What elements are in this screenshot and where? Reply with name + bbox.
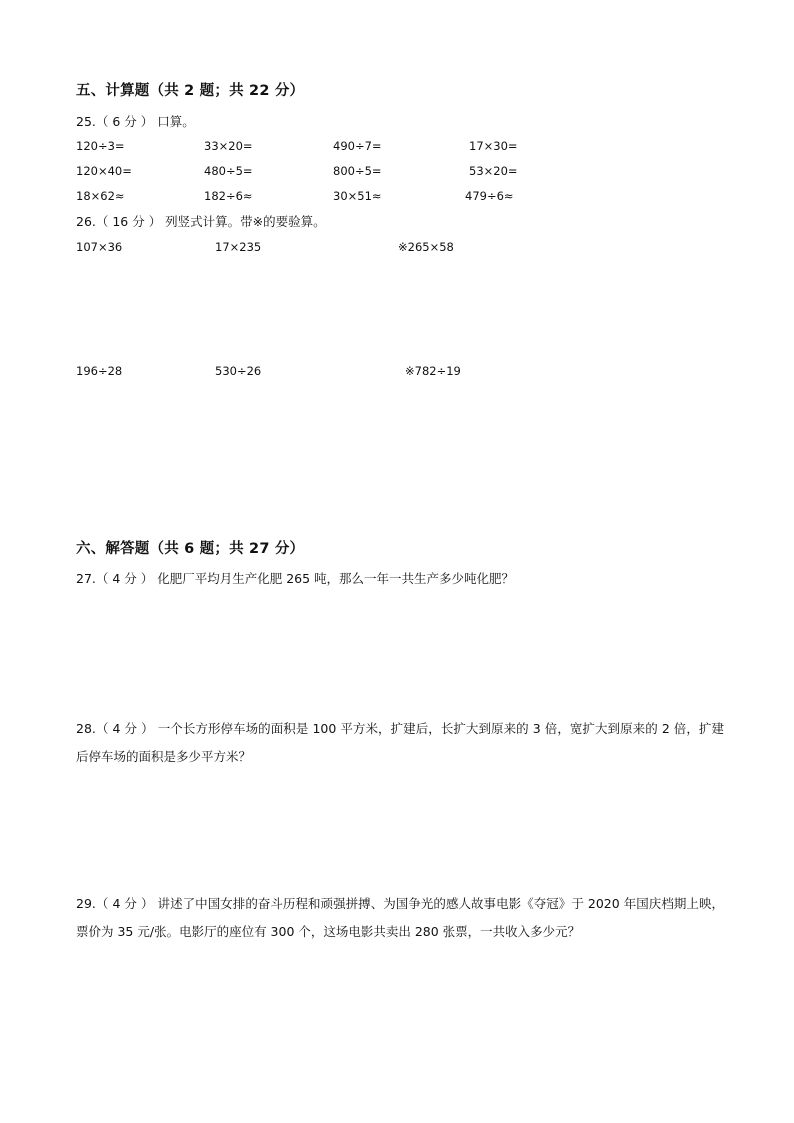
calc-item: 490÷7= — [333, 139, 382, 153]
vertical-calc-item: ※782÷19 — [405, 364, 461, 378]
calc-item: 30×51≈ — [333, 189, 382, 203]
vertical-calc-item: 17×235 — [215, 240, 262, 254]
vertical-calc-item: ※265×58 — [398, 240, 454, 254]
vertical-calc-item: 107×36 — [76, 240, 123, 254]
calc-item: 182÷6≈ — [204, 189, 253, 203]
question-27: 27.（ 4 分 ） 化肥厂平均月生产化肥 265 吨，那么一年一共生产多少吨化肥？ — [76, 571, 515, 586]
question-29: 29.（ 4 分 ） 讲述了中国女排的奋斗历程和顽强拼搏、为国争光的感人故事电影《夺冠》于 2020 年国庆档期上映，票价为 35 元/张。电影厅的座位有 300 个，这场电影共卖出 280 张票，一共收入多少元？ — [76, 896, 724, 939]
question-26-header: 26.（ 16 分 ） 列竖式计算。带※的要验算。 — [76, 214, 326, 229]
calc-item: 17×30= — [469, 139, 518, 153]
calc-item: 120÷3= — [76, 139, 125, 153]
question-25-header: 25.（ 6 分 ） 口算。 — [76, 114, 195, 129]
calc-item: 479÷6≈ — [465, 189, 514, 203]
section-6-title: 六、解答题（共 6 题；共 27 分） — [76, 541, 305, 557]
calc-item: 18×62≈ — [76, 189, 125, 203]
calc-item: 120×40= — [76, 164, 132, 178]
calc-item: 33×20= — [204, 139, 253, 153]
calc-item: 53×20= — [469, 164, 518, 178]
vertical-calc-item: 530÷26 — [215, 364, 262, 378]
calc-item: 480÷5= — [204, 164, 253, 178]
vertical-calc-item: 196÷28 — [76, 364, 123, 378]
calc-item: 800÷5= — [333, 164, 382, 178]
section-5-title: 五、计算题（共 2 题；共 22 分） — [76, 83, 305, 99]
question-28: 28.（ 4 分 ） 一个长方形停车场的面积是 100 平方米，扩建后，长扩大到原来的 3 倍，宽扩大到原来的 2 倍，扩建后停车场的面积是多少平方米？ — [76, 721, 724, 764]
